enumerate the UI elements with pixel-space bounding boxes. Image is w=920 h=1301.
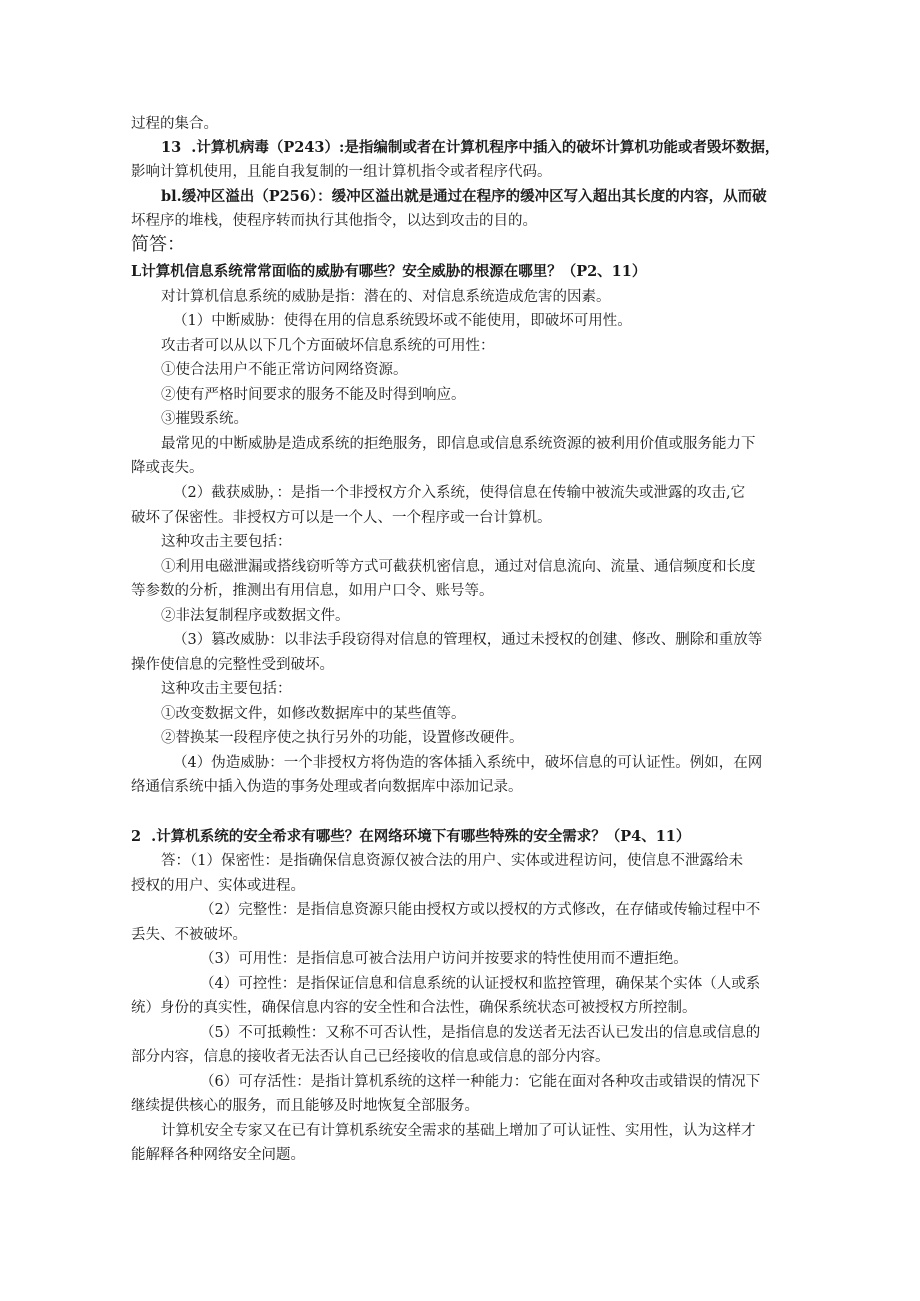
text-line: （4）可控性：是指保证信息和信息系统的认证授权和监控管理，确保某个实体（人或系: [200, 976, 761, 992]
question-1: L计算机信息系统常常面临的威胁有哪些？安全威胁的根源在哪里？（P2、11）: [131, 263, 647, 280]
text-line: ③摧毁系统。: [161, 411, 248, 427]
text-line: 丢失、不被破坏。: [131, 927, 247, 943]
text-line: 坏程序的堆栈，使程序转而执行其他指令，以达到攻击的目的。: [131, 213, 537, 229]
text-line: 络通信系统中插入伪造的事务处理或者向数据库中添加记录。: [131, 779, 523, 795]
text-line: （1）中断威胁：使得在用的信息系统毁坏或不能使用，即破坏可用性。: [173, 313, 632, 329]
text-line: ②替换某一段程序使之执行另外的功能，设置修改硬件。: [161, 730, 524, 746]
definition-buffer-overflow: bl.缓冲区溢出（P256）：缓冲区溢出就是通过在程序的缓冲区写入超出其长度的内容，从而破: [161, 188, 767, 205]
text-line: 继续提供核心的服务，而且能够及时地恢复全部服务。: [131, 1098, 479, 1114]
text-line: 攻击者可以从以下几个方面破坏信息系统的可用性：: [161, 338, 495, 354]
question-2: 2 .计算机系统的安全希求有哪些？在网络环境下有哪些特殊的安全需求？（P4、11）: [131, 828, 691, 845]
text-line: 答：（1）保密性：是指确保信息资源仅被合法的用户、实体或进程访问，使信息不泄露给未: [161, 853, 743, 869]
text-line: ①改变数据文件，如修改数据库中的某些值等。: [161, 706, 466, 722]
text-line: 能解释各种网络安全问题。: [131, 1147, 305, 1163]
text-line: （3）篡改威胁：以非法手段窃得对信息的管理权，通过未授权的创建、修改、删除和重放等: [173, 632, 763, 648]
text-line: 降或丧失。: [131, 460, 204, 476]
text-line: ②使有严格时间要求的服务不能及时得到响应。: [161, 387, 466, 403]
text-line: （2）完整性：是指信息资源只能由授权方或以授权的方式修改，在存储或传输过程中不: [200, 902, 761, 918]
text-line: 最常见的中断威胁是造成系统的拒绝服务，即信息或信息系统资源的被利用价值或服务能力下: [161, 436, 756, 452]
text-line: 这种攻击主要包括：: [161, 681, 292, 697]
text-line: 统）身份的真实性，确保信息内容的安全性和合法性，确保系统状态可被授权方所控制。: [131, 1000, 697, 1016]
text-line: （4）伪造威胁：一个非授权方将伪造的客体插入系统中，破坏信息的可认证性。例如，在网: [173, 755, 763, 771]
definition-computer-virus: 13 .计算机病毒（P243）:是指编制或者在计算机程序中插入的破坏计算机功能或者毁坏数据，: [161, 139, 780, 156]
text-line: ①使合法用户不能正常访问网络资源。: [161, 362, 408, 378]
text-line: （6）可存活性：是指计算机系统的这样一种能力：它能在面对各种攻击或错误的情况下: [200, 1074, 761, 1090]
text-line: 影响计算机使用，且能自我复制的一组计算机指令或者程序代码。: [131, 164, 552, 180]
text-line: 操作使信息的完整性受到破坏。: [131, 657, 334, 673]
text-line: 对计算机信息系统的威胁是指：潜在的、对信息系统造成危害的因素。: [161, 289, 611, 305]
text-line: 部分内容，信息的接收者无法否认自己已经接收的信息或信息的部分内容。: [131, 1049, 610, 1065]
text-line: ①利用电磁泄漏或搭线窃听等方式可截获机密信息，通过对信息流向、流量、通信频度和长度: [161, 559, 756, 575]
text-line: 授权的用户、实体或进程。: [131, 878, 305, 894]
text-line: 破坏了保密性。非授权方可以是一个人、一个程序或一台计算机。: [131, 510, 552, 526]
text-line: （3）可用性：是指信息可被合法用户访问并按要求的特性使用而不遭拒绝。: [200, 951, 688, 967]
section-heading-short-answer: 简答：: [131, 234, 185, 255]
text-line: 计算机安全专家又在已有计算机系统安全需求的基础上增加了可认证性、实用性，认为这样才: [161, 1123, 756, 1139]
text-line: 过程的集合。: [131, 116, 218, 132]
text-line: （5）不可抵赖性：又称不可否认性，是指信息的发送者无法否认已发出的信息或信息的: [200, 1025, 761, 1041]
text-line: （2）截获威胁，：是指一个非授权方介入系统，使得信息在传输中被流失或泄露的攻击,它: [173, 485, 746, 501]
text-line: 等参数的分析，推测出有用信息，如用户口令、账号等。: [131, 583, 494, 599]
text-line: ②非法复制程序或数据文件。: [161, 608, 350, 624]
text-line: 这种攻击主要包括：: [161, 534, 292, 550]
